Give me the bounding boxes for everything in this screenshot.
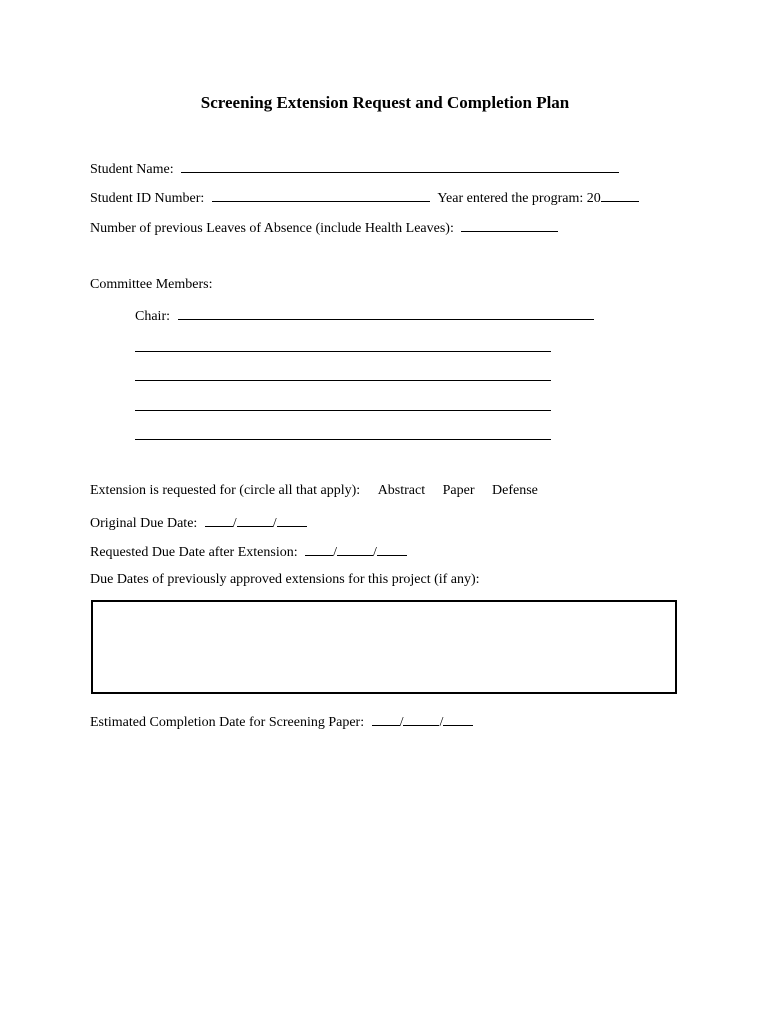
original-due-label: Original Due Date: <box>90 516 198 531</box>
year-entered-label: Year entered the program: 20 <box>437 191 601 206</box>
student-name-row <box>90 158 619 179</box>
year-entered-field[interactable] <box>601 187 639 202</box>
leaves-field[interactable] <box>461 217 558 232</box>
date-separator: / <box>372 545 377 560</box>
leaves-row <box>90 217 558 238</box>
estimated-completion-day-field[interactable] <box>403 711 439 726</box>
chair-label: Chair: <box>135 309 170 324</box>
original-due-day-field[interactable] <box>237 512 273 527</box>
requested-due-year-field[interactable] <box>377 541 407 556</box>
date-separator: / <box>333 545 337 560</box>
original-due-year-field[interactable] <box>277 512 307 527</box>
option-abstract[interactable]: Abstract <box>377 483 426 498</box>
estimated-completion-year-field[interactable] <box>443 711 473 726</box>
option-paper[interactable]: Paper <box>442 483 475 498</box>
student-id-row <box>90 187 639 208</box>
committee-heading: Committee Members: <box>90 277 213 292</box>
student-name-field[interactable] <box>181 158 619 173</box>
requested-due-label: Requested Due Date after Extension: <box>90 545 298 560</box>
option-defense[interactable]: Defense <box>492 483 538 498</box>
page-title: Screening Extension Request and Completion Plan <box>200 93 570 112</box>
estimated-completion-label: Estimated Completion Date for Screening Paper: <box>90 715 365 730</box>
requested-due-row <box>90 541 407 562</box>
extension-label: Extension is requested for (circle all that apply): <box>90 483 361 498</box>
date-separator: / <box>439 715 444 730</box>
estimated-completion-row <box>90 711 473 732</box>
date-separator: / <box>272 516 277 531</box>
previous-extensions-label: Due Dates of previously approved extensions for this project (if any): <box>90 572 480 587</box>
requested-due-month-field[interactable] <box>305 541 333 556</box>
chair-row <box>135 305 594 326</box>
estimated-completion-month-field[interactable] <box>372 711 400 726</box>
student-name-label: Student Name: <box>90 162 174 177</box>
committee-member-field[interactable] <box>135 380 551 381</box>
chair-field[interactable] <box>178 305 594 320</box>
student-id-label: Student ID Number: <box>90 191 205 206</box>
requested-due-day-field[interactable] <box>337 541 373 556</box>
committee-member-field[interactable] <box>135 351 551 352</box>
original-due-month-field[interactable] <box>205 512 233 527</box>
student-id-field[interactable] <box>212 187 430 202</box>
date-separator: / <box>399 715 404 730</box>
date-separator: / <box>232 516 237 531</box>
original-due-row <box>90 512 307 533</box>
extension-row <box>90 482 538 500</box>
previous-extensions-textarea[interactable] <box>91 600 677 694</box>
committee-member-field[interactable] <box>135 410 551 411</box>
committee-member-field[interactable] <box>135 439 551 440</box>
leaves-label: Number of previous Leaves of Absence (include Health Leaves): <box>90 221 454 236</box>
